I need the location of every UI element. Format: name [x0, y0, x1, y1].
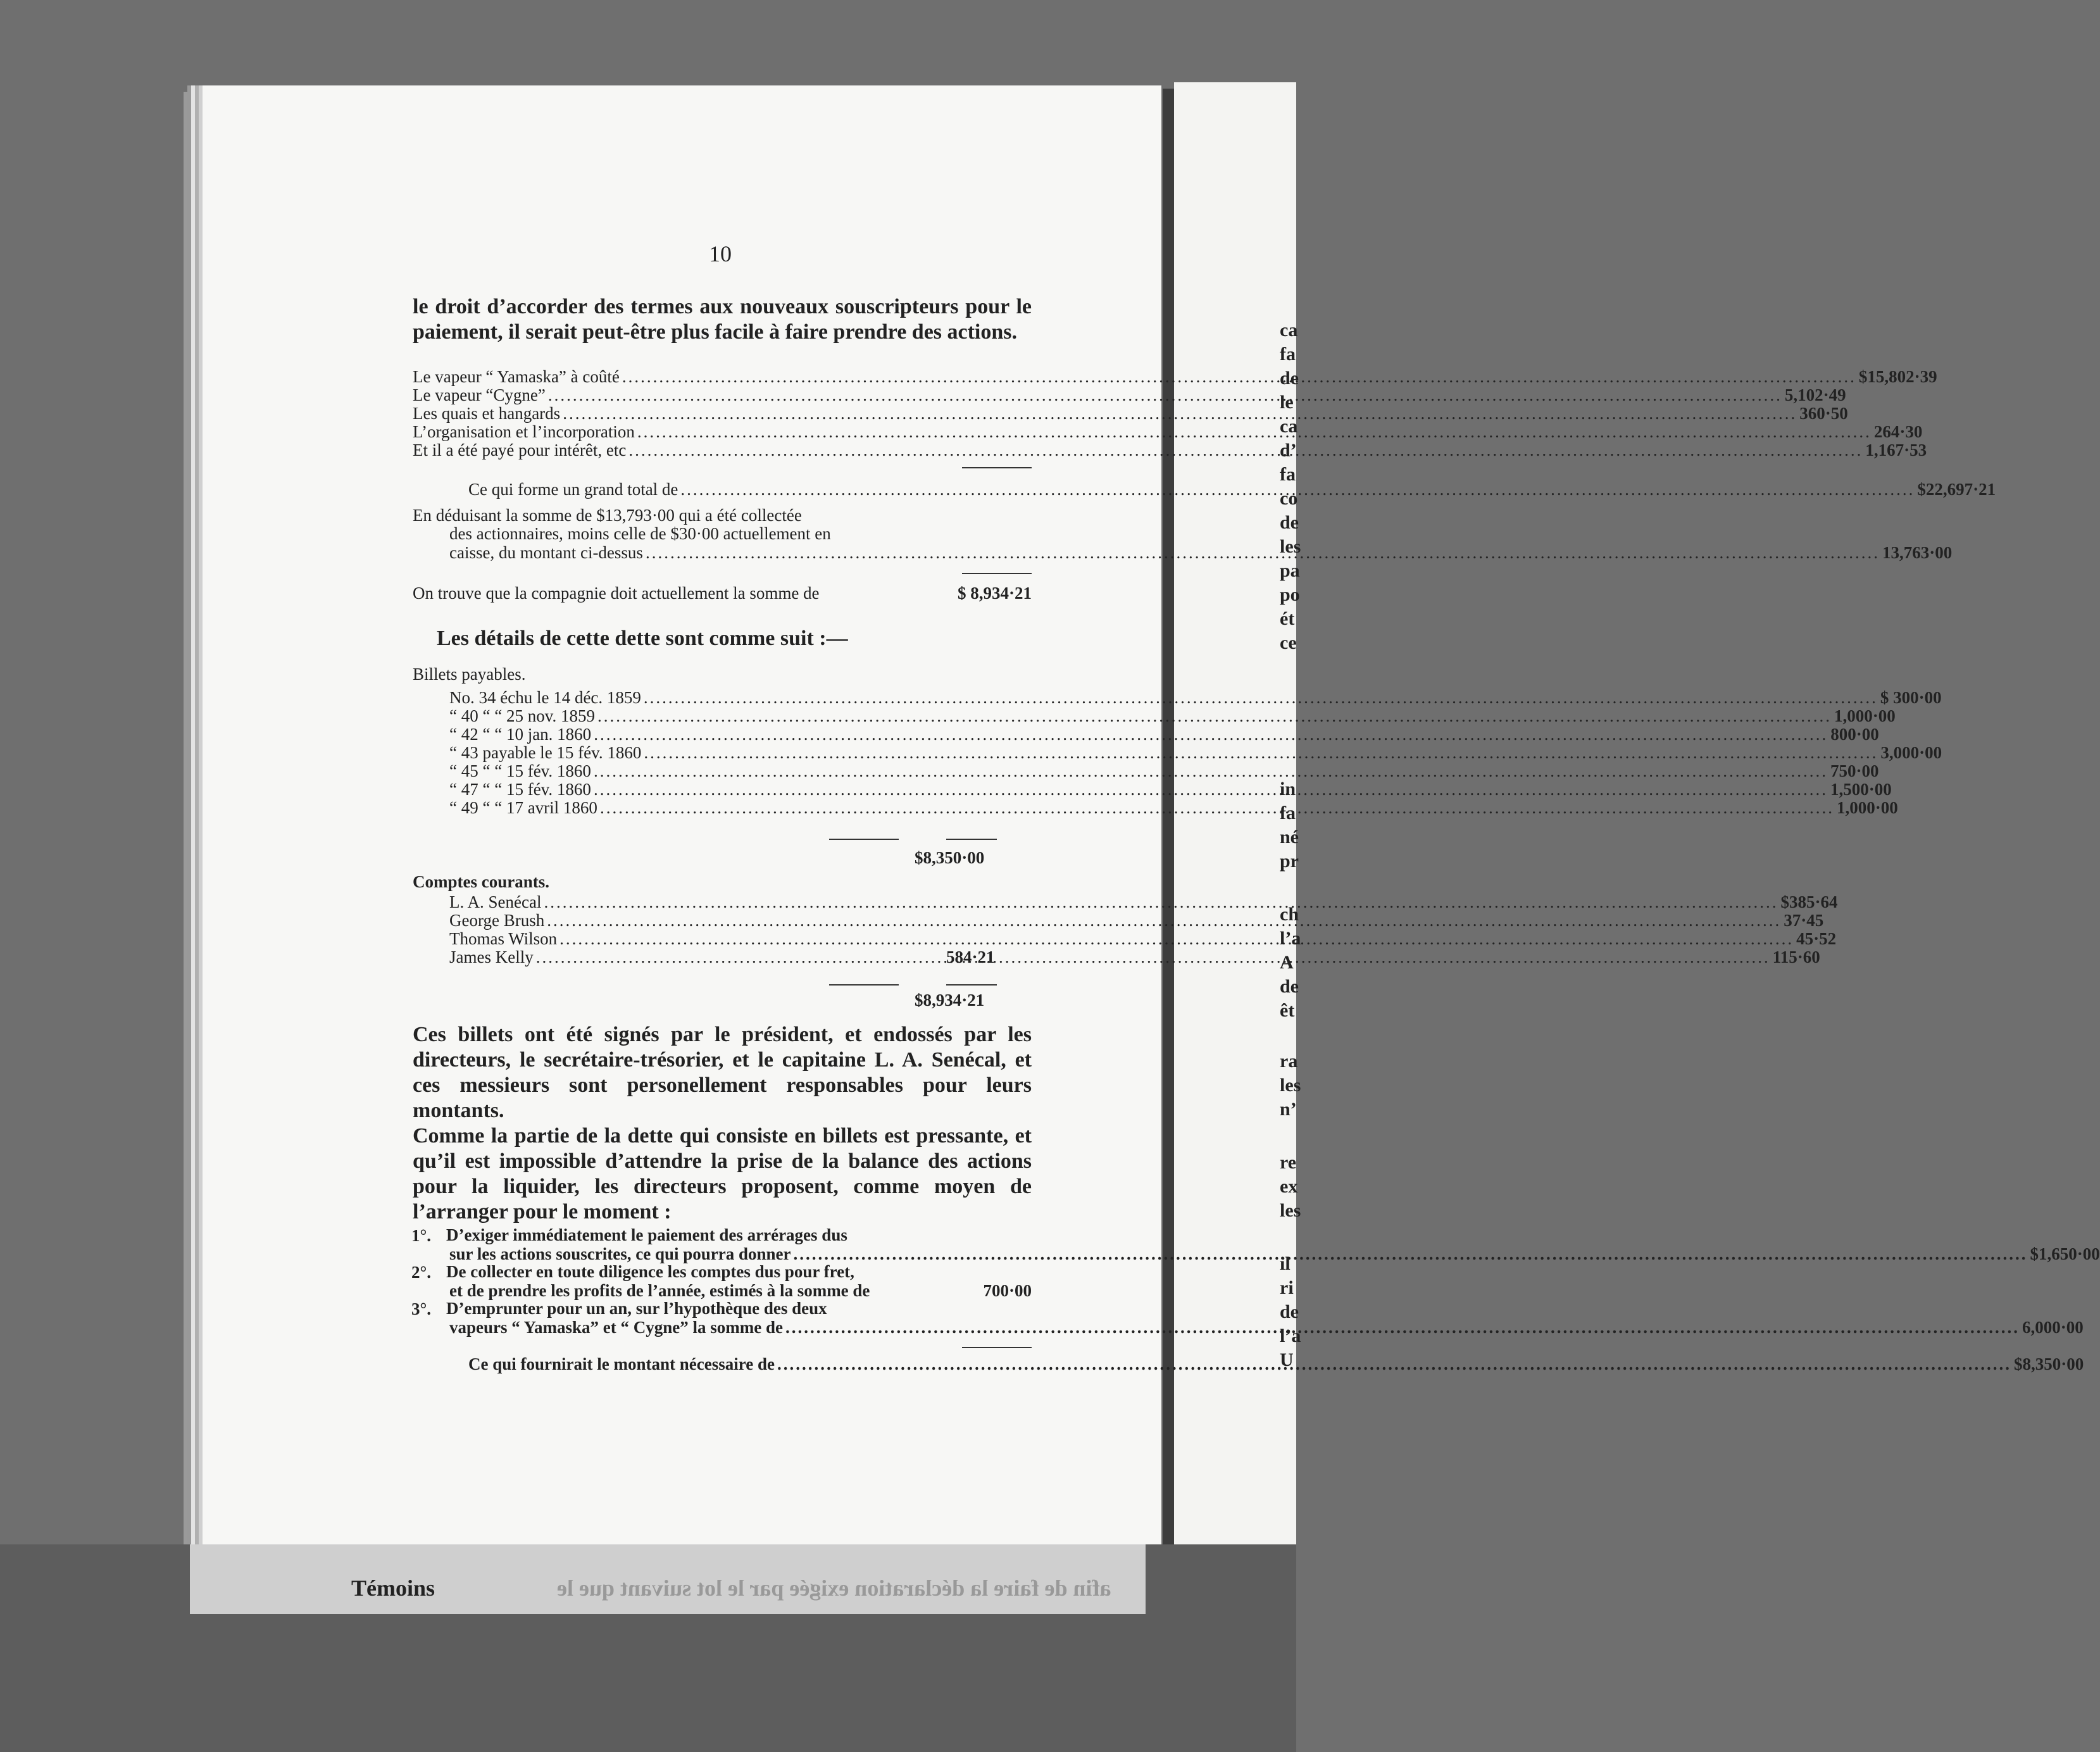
facing-page-fragment: ri [1280, 1277, 1294, 1298]
grand-total-row: Ce qui forme un grand total de ..... $22,697·21 [468, 480, 1032, 499]
facing-page-fragment: de [1280, 1301, 1299, 1322]
facing-page-fragment: les [1280, 536, 1301, 557]
bill-row: “ 42 “ “ 10 jan. 1860 ..... 800·00 [449, 725, 899, 744]
facing-page-fragment: ce [1280, 632, 1297, 653]
facing-page-fragment: de [1280, 512, 1299, 533]
bill-row: “ 43 payable le 15 fév. 1860 ..... 3,000·00 [449, 743, 899, 763]
accounts-total: 584·21 [946, 948, 995, 967]
bills-total: $8,350·00 [915, 848, 985, 867]
details-heading: Les détails de cette dette sont comme suit :— [437, 627, 848, 650]
facing-page-fragment: re [1280, 1152, 1297, 1173]
deduction-line-3: caisse, du montant ci-dessus ..... 13,763·00 [449, 543, 1032, 563]
sum-rule [946, 984, 997, 986]
facing-page-fragment: po [1280, 584, 1300, 605]
account-row: George Brush ..... 37·45 [449, 911, 899, 930]
proposal-line: D’emprunter pour un an, sur l’hypothèque des deux [446, 1299, 827, 1318]
facing-page-fragment: d’ [1280, 440, 1297, 461]
footer-word: Témoins [351, 1575, 435, 1601]
cost-row: Le vapeur “ Yamaska” à coûté ..... $15,802·39 [413, 367, 1032, 387]
sum-rule [962, 1347, 1032, 1348]
proposal-number: 2°. [411, 1263, 432, 1282]
proposals-total-row: Ce qui fournirait le montant nécessaire de ..... $8,350·00 [468, 1355, 1032, 1374]
signed-paragraph: Ces billets ont été signés par le président, et endossés par les directeurs, le secrétaire-trésorier, et le capitaine L. A. Senécal, et ces messieurs sont personellement responsables pour leurs montants. [413, 1023, 1032, 1122]
cost-row: Et il a été payé pour intérêt, etc ..... 1,167·53 [413, 441, 1032, 460]
account-row: L. A. Senécal ..... $385·64 [449, 892, 899, 912]
facing-page-fragment: il [1280, 1253, 1291, 1274]
account-row: James Kelly ..... 115·60 [449, 948, 899, 967]
facing-page-fragment: pa [1280, 560, 1300, 581]
sum-rule [829, 839, 899, 840]
bill-row: No. 34 échu le 14 déc. 1859 ..... $ 300·00 [449, 688, 899, 708]
facing-page-fragment: l’a [1280, 928, 1301, 949]
facing-page-fragment: ca [1280, 320, 1298, 341]
facing-page-fragment: fa [1280, 464, 1296, 485]
sum-rule [962, 573, 1032, 574]
page-number: 10 [709, 241, 732, 266]
sum-rule [962, 467, 1032, 468]
proposal-row: vapeurs “ Yamaska” et “ Cygne” la somme de ..... 6,000·00 [449, 1318, 1032, 1337]
facing-page-fragment: êt [1280, 1000, 1295, 1021]
facing-page-fragment: pr [1280, 851, 1299, 872]
facing-page-fragment: in [1280, 779, 1296, 799]
facing-page-fragment: ca [1280, 416, 1298, 437]
owed-row: On trouve que la compagnie doit actuellement la somme de $ 8,934·21 [413, 584, 1032, 603]
account-row: Thomas Wilson ..... 45·52 [449, 929, 899, 949]
final-total: $8,934·21 [915, 991, 985, 1010]
bill-row: “ 47 “ “ 15 fév. 1860 ..... 1,500·00 [449, 780, 899, 799]
facing-page-fragment: fa [1280, 803, 1296, 823]
bill-row: “ 49 “ “ 17 avril 1860 ..... 1,000·00 [449, 798, 899, 818]
facing-page-fragment: fa [1280, 344, 1296, 365]
accounts-heading: Comptes courants. [413, 872, 549, 891]
proposal-line: De collecter en toute diligence les comptes dus pour fret, [446, 1262, 854, 1281]
proposal-line: D’exiger immédiatement le paiement des arrérages dus [446, 1225, 847, 1244]
proposal-number: 1°. [411, 1226, 432, 1245]
proposal-row: sur les actions souscrites, ce qui pourra donner ..... $1,650·00 [449, 1244, 1032, 1264]
intro-paragraph: le droit d’accorder des termes aux nouveaux souscripteurs pour le paiement, il serait peut-être plus facile à faire prendre des actions. [413, 295, 1032, 344]
facing-page-fragment: de [1280, 976, 1299, 997]
sum-rule [829, 984, 899, 986]
facing-page-fragment: n’ [1280, 1099, 1297, 1120]
facing-page-fragment: le [1280, 392, 1294, 413]
facing-page-fragment: co [1280, 488, 1298, 509]
deduction-line-2: des actionnaires, moins celle de $30·00 actuellement en [449, 524, 831, 543]
cost-row: Les quais et hangards ..... 360·50 [413, 404, 1032, 423]
bill-row: “ 40 “ “ 25 nov. 1859 ..... 1,000·00 [449, 706, 899, 726]
facing-page-fragment: A [1280, 952, 1294, 973]
bleed-through-text: afin de faire la déclaration exigée par le lot suivant que le [557, 1575, 1111, 1601]
facing-page-fragment: ét [1280, 608, 1295, 629]
proposal-row: et de prendre les profits de l’année, estimés à la somme de 700·00 [449, 1281, 1032, 1300]
facing-page-fragment: U [1280, 1349, 1294, 1370]
sum-rule [946, 839, 997, 840]
facing-page-fragment: ch [1280, 904, 1299, 925]
facing-page-fragment: ex [1280, 1176, 1298, 1197]
facing-page-fragment: les [1280, 1200, 1301, 1221]
proposal-number: 3°. [411, 1299, 432, 1318]
bills-heading: Billets payables. [413, 665, 526, 684]
deduction-line-1: En déduisant la somme de $13,793·00 qui a été collectée [413, 506, 802, 525]
pressing-paragraph: Comme la partie de la dette qui consiste en billets est pressante, et qu’il est impossible d’attendre la prise de la balance des actions pour la liquider, les directeurs proposent, comme moyen de l’arranger pour le moment : [413, 1124, 1032, 1223]
facing-page-fragment: de [1280, 368, 1299, 389]
facing-page-fragment: l’a [1280, 1325, 1301, 1346]
facing-page-fragment: né [1280, 827, 1299, 848]
facing-page-fragment: les [1280, 1075, 1301, 1096]
cost-row: L’organisation et l’incorporation ..... 264·30 [413, 422, 1032, 442]
cost-row: Le vapeur “Cygne” ..... 5,102·49 [413, 385, 1032, 405]
facing-page-fragment: ra [1280, 1051, 1298, 1072]
bill-row: “ 45 “ “ 15 fév. 1860 ..... 750·00 [449, 761, 899, 781]
